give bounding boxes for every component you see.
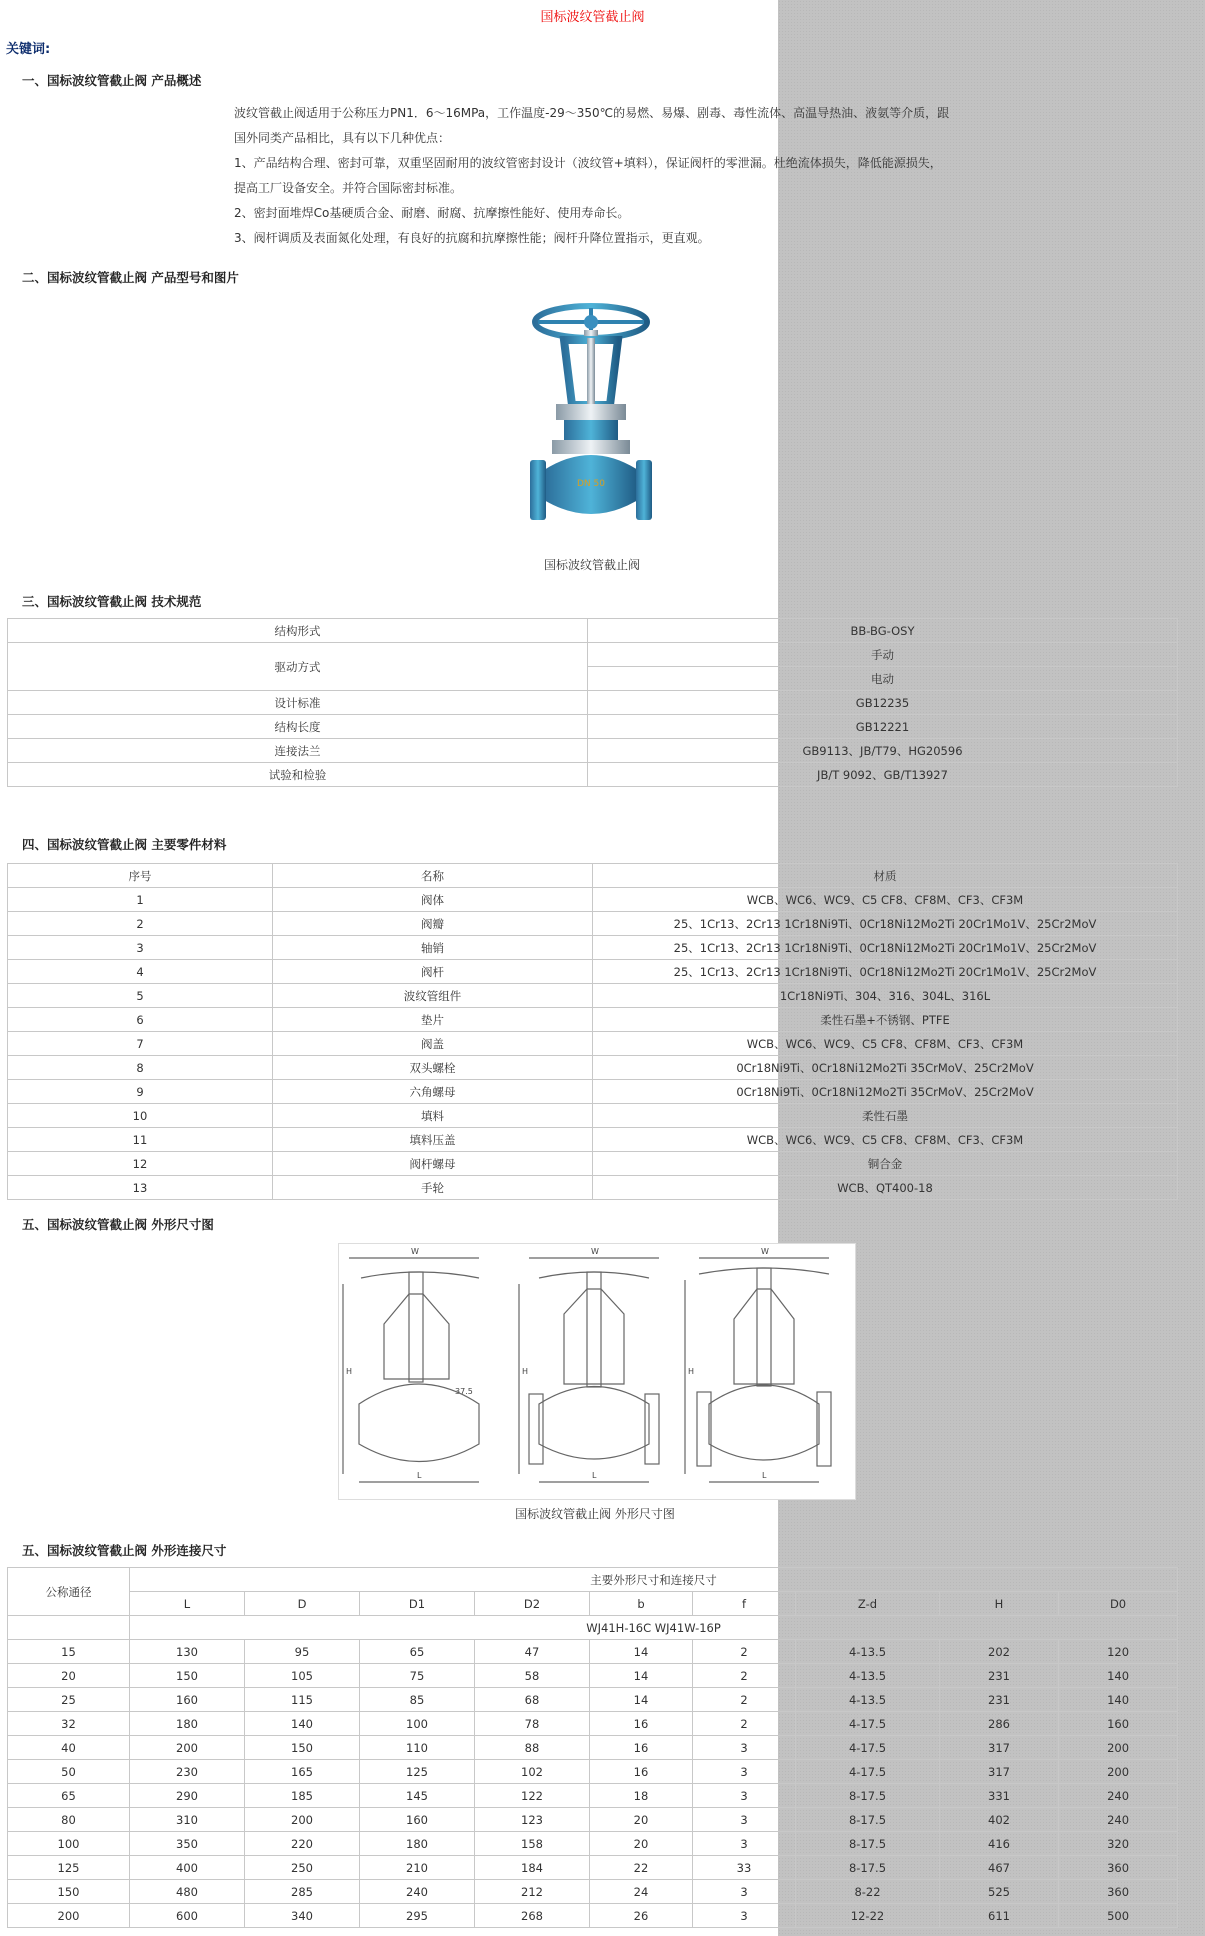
spec-value: 电动: [588, 667, 1178, 691]
material-part-name: 六角螺母: [273, 1080, 593, 1104]
table-row: [8, 1688, 1178, 1712]
table-cell: 125: [360, 1760, 475, 1784]
material-grade: 0Cr18Ni9Ti、0Cr18Ni12Mo2Ti 35CrMoV、25Cr2MoV: [593, 1080, 1178, 1104]
table-cell: 16: [590, 1712, 693, 1736]
material-grade: WCB、WC6、WC9、C5 CF8、CF8M、CF3、CF3M: [593, 1128, 1178, 1152]
table-cell: 75: [360, 1664, 475, 1688]
table-cell: 467: [940, 1856, 1059, 1880]
spec-label: 试验和检验: [8, 763, 588, 787]
overview-line: 1、产品结构合理、密封可靠，双重坚固耐用的波纹管密封设计（波纹管+填料），保证阀杆的零泄漏。杜绝流体损失，降低能源损失，: [234, 156, 942, 170]
table-cell: 160: [1059, 1712, 1178, 1736]
table-cell: 240: [360, 1880, 475, 1904]
material-part-name: 阀体: [273, 888, 593, 912]
section-spec-heading: 三、国标波纹管截止阀 技术规范: [22, 594, 202, 609]
table-cell: 105: [245, 1664, 360, 1688]
material-part-name: 阀盖: [273, 1032, 593, 1056]
table-cell: 2: [693, 1712, 796, 1736]
column-header: D1: [360, 1592, 475, 1616]
table-cell: 85: [360, 1688, 475, 1712]
table-cell: 331: [940, 1784, 1059, 1808]
table-cell: 416: [940, 1832, 1059, 1856]
table-row: [8, 763, 1178, 787]
page-title: 国标波纹管截止阀: [540, 10, 645, 25]
spec-value: BB-BG-OSY: [588, 619, 1178, 643]
table-row: [8, 1760, 1178, 1784]
section-model-heading: 二、国标波纹管截止阀 产品型号和图片: [22, 270, 239, 285]
table-cell: 140: [245, 1712, 360, 1736]
table-row: [8, 1056, 1178, 1080]
material-index: 6: [8, 1008, 273, 1032]
table-cell: 210: [360, 1856, 475, 1880]
column-header: 材质: [593, 864, 1178, 888]
table-row: [8, 1880, 1178, 1904]
table-cell: 500: [1059, 1904, 1178, 1928]
table-header-row: [8, 1568, 1178, 1592]
table-cell: 230: [130, 1760, 245, 1784]
table-row: [8, 1104, 1178, 1128]
table-cell: 180: [130, 1712, 245, 1736]
table-cell: 231: [940, 1688, 1059, 1712]
table-cell: 58: [475, 1664, 590, 1688]
table-cell: 150: [8, 1880, 130, 1904]
spec-value: JB/T 9092、GB/T13927: [588, 763, 1178, 787]
table-cell: 4-17.5: [796, 1760, 940, 1784]
dimension-w-label: W: [761, 1247, 769, 1256]
table-cell: 150: [130, 1664, 245, 1688]
table-cell: 33: [693, 1856, 796, 1880]
table-row: [8, 1176, 1178, 1200]
material-part-name: 垫片: [273, 1008, 593, 1032]
table-cell: 50: [8, 1760, 130, 1784]
spec-label: 结构形式: [8, 619, 588, 643]
column-header: D: [245, 1592, 360, 1616]
table-cell: 20: [8, 1664, 130, 1688]
table-cell: 80: [8, 1808, 130, 1832]
dimension-h-label: H: [346, 1367, 353, 1376]
table-row: [8, 1080, 1178, 1104]
column-header: 序号: [8, 864, 273, 888]
keywords-label: 关键词:: [6, 42, 51, 57]
table-row: [8, 984, 1178, 1008]
table-row: [8, 1008, 1178, 1032]
material-index: 10: [8, 1104, 273, 1128]
table-row: [8, 619, 1178, 643]
table-row: [8, 715, 1178, 739]
overview-line: 波纹管截止阀适用于公称压力PN1．6～16MPa，工作温度-29～350℃的易燃、易爆、剧毒、毒性流体、高温导热油、液氨等介质，跟: [234, 106, 950, 120]
table-cell: 240: [1059, 1784, 1178, 1808]
table-row: [8, 1128, 1178, 1152]
photo-mark: DN 50: [577, 479, 605, 489]
table-cell: 200: [245, 1808, 360, 1832]
table-row: [8, 888, 1178, 912]
table-cell: 25: [8, 1688, 130, 1712]
table-cell: 26: [590, 1904, 693, 1928]
model-label: WJ41H-16C WJ41W-16P: [130, 1616, 1178, 1640]
table-cell: 360: [1059, 1856, 1178, 1880]
table-cell: 2: [693, 1688, 796, 1712]
table-cell: 20: [590, 1808, 693, 1832]
table-cell: 317: [940, 1760, 1059, 1784]
material-grade: 柔性石墨+不锈钢、PTFE: [593, 1008, 1178, 1032]
table-cell: 286: [940, 1712, 1059, 1736]
table-cell: 2: [693, 1640, 796, 1664]
table-cell: 20: [590, 1832, 693, 1856]
table-cell: 150: [245, 1736, 360, 1760]
material-part-name: 阀瓣: [273, 912, 593, 936]
material-grade: WCB、WC6、WC9、C5 CF8、CF8M、CF3、CF3M: [593, 888, 1178, 912]
table-row: [8, 1640, 1178, 1664]
material-part-name: 阀杆螺母: [273, 1152, 593, 1176]
table-row: [8, 1032, 1178, 1056]
dimension-l-label: L: [762, 1471, 767, 1480]
material-part-name: 手轮: [273, 1176, 593, 1200]
table-cell: 200: [1059, 1736, 1178, 1760]
table-cell: 3: [693, 1832, 796, 1856]
overview-paragraph: [234, 101, 954, 251]
table-cell: 158: [475, 1832, 590, 1856]
table-cell: 525: [940, 1880, 1059, 1904]
spec-label: 驱动方式: [8, 643, 588, 691]
table-cell: 3: [693, 1736, 796, 1760]
material-part-name: 阀杆: [273, 960, 593, 984]
table-cell: 100: [360, 1712, 475, 1736]
table-cell: 184: [475, 1856, 590, 1880]
table-cell: 200: [8, 1904, 130, 1928]
table-cell: 130: [130, 1640, 245, 1664]
table-cell: 285: [245, 1880, 360, 1904]
material-index: 8: [8, 1056, 273, 1080]
material-index: 13: [8, 1176, 273, 1200]
table-cell: 200: [1059, 1760, 1178, 1784]
table-cell: 14: [590, 1688, 693, 1712]
table-cell: 600: [130, 1904, 245, 1928]
table-cell: 22: [590, 1856, 693, 1880]
column-header: f: [693, 1592, 796, 1616]
table-row: [8, 1152, 1178, 1176]
table-cell: 3: [693, 1880, 796, 1904]
dimension-h-label: H: [522, 1367, 529, 1376]
table-cell: 122: [475, 1784, 590, 1808]
column-header: 名称: [273, 864, 593, 888]
table-cell: 110: [360, 1736, 475, 1760]
table-cell: 4-13.5: [796, 1688, 940, 1712]
table-cell: 212: [475, 1880, 590, 1904]
overview-line: 国外同类产品相比，具有以下几种优点：: [234, 131, 451, 145]
table-cell: 250: [245, 1856, 360, 1880]
material-grade: 0Cr18Ni9Ti、0Cr18Ni12Mo2Ti 35CrMoV、25Cr2MoV: [593, 1056, 1178, 1080]
table-row: [8, 1664, 1178, 1688]
table-cell: 95: [245, 1640, 360, 1664]
table-cell: 40: [8, 1736, 130, 1760]
table-cell: 180: [360, 1832, 475, 1856]
table-cell: 350: [130, 1832, 245, 1856]
dimension-h-label: H: [688, 1367, 695, 1376]
table-cell: 47: [475, 1640, 590, 1664]
table-cell: 2: [693, 1664, 796, 1688]
table-row: [8, 960, 1178, 984]
table-row: [8, 936, 1178, 960]
table-cell: 340: [245, 1904, 360, 1928]
table-cell: 4-17.5: [796, 1736, 940, 1760]
spec-label: 连接法兰: [8, 739, 588, 763]
table-cell: 12-22: [796, 1904, 940, 1928]
material-part-name: 波纹管组件: [273, 984, 593, 1008]
table-cell: 3: [693, 1904, 796, 1928]
valve-photo: [526, 300, 656, 540]
spec-value: 手动: [588, 643, 1178, 667]
table-cell: 8-17.5: [796, 1784, 940, 1808]
table-cell: 24: [590, 1880, 693, 1904]
table-row: [8, 691, 1178, 715]
material-grade: 25、1Cr13、2Cr13 1Cr18Ni9Ti、0Cr18Ni12Mo2Ti 20Cr1Mo1V、25Cr2MoV: [593, 936, 1178, 960]
section-materials-heading: 四、国标波纹管截止阀 主要零件材料: [22, 837, 227, 852]
table-cell: 125: [8, 1856, 130, 1880]
table-cell: 317: [940, 1736, 1059, 1760]
table-cell: 65: [8, 1784, 130, 1808]
material-grade: WCB、WC6、WC9、C5 CF8、CF8M、CF3、CF3M: [593, 1032, 1178, 1056]
table-cell: 240: [1059, 1808, 1178, 1832]
overview-line: 2、密封面堆焊Co基硬质合金、耐磨、耐腐、抗摩擦性能好、使用寿命长。: [234, 206, 630, 220]
dimension-w-label: W: [591, 1247, 599, 1256]
table-cell: 18: [590, 1784, 693, 1808]
section-dimensions-heading: 五、国标波纹管截止阀 外形连接尺寸: [22, 1543, 227, 1558]
table-cell: 140: [1059, 1664, 1178, 1688]
dimensions-table: [7, 1567, 1178, 1928]
table-cell: 320: [1059, 1832, 1178, 1856]
spec-value: GB12221: [588, 715, 1178, 739]
table-cell: 68: [475, 1688, 590, 1712]
table-cell: 14: [590, 1664, 693, 1688]
dimension-drawings: [338, 1243, 856, 1500]
table-cell: 185: [245, 1784, 360, 1808]
table-header-row: [8, 1592, 1178, 1616]
material-grade: 25、1Cr13、2Cr13 1Cr18Ni9Ti、0Cr18Ni12Mo2Ti 20Cr1Mo1V、25Cr2MoV: [593, 960, 1178, 984]
drawing-caption: 国标波纹管截止阀 外形尺寸图: [515, 1507, 675, 1521]
dimension-l-label: L: [417, 1471, 422, 1480]
column-header-dn: 公称通径: [8, 1568, 130, 1616]
table-cell: 140: [1059, 1688, 1178, 1712]
dimension-l-label: L: [592, 1471, 597, 1480]
table-cell: 480: [130, 1880, 245, 1904]
material-index: 11: [8, 1128, 273, 1152]
table-cell: 16: [590, 1736, 693, 1760]
table-cell: 8-17.5: [796, 1832, 940, 1856]
material-index: 3: [8, 936, 273, 960]
table-cell: 3: [693, 1784, 796, 1808]
table-cell: 123: [475, 1808, 590, 1832]
table-cell: 295: [360, 1904, 475, 1928]
table-row: [8, 643, 1178, 667]
table-row: [8, 1904, 1178, 1928]
table-cell: 65: [360, 1640, 475, 1664]
table-cell: 8-17.5: [796, 1856, 940, 1880]
material-index: 7: [8, 1032, 273, 1056]
table-cell: 145: [360, 1784, 475, 1808]
table-cell: 8-22: [796, 1880, 940, 1904]
column-header: H: [940, 1592, 1059, 1616]
table-row: [8, 1832, 1178, 1856]
material-grade: 1Cr18Ni9Ti、304、316、304L、316L: [593, 984, 1178, 1008]
dimension-angle-label: 37.5: [455, 1387, 473, 1396]
material-index: 2: [8, 912, 273, 936]
table-cell: 611: [940, 1904, 1059, 1928]
material-index: 5: [8, 984, 273, 1008]
column-header: Z-d: [796, 1592, 940, 1616]
table-row: [8, 1736, 1178, 1760]
table-cell: 120: [1059, 1640, 1178, 1664]
material-part-name: 双头螺栓: [273, 1056, 593, 1080]
table-cell: 4-17.5: [796, 1712, 940, 1736]
column-header: L: [130, 1592, 245, 1616]
table-cell: 268: [475, 1904, 590, 1928]
materials-table: [7, 863, 1178, 1200]
material-part-name: 轴销: [273, 936, 593, 960]
table-cell: 290: [130, 1784, 245, 1808]
spec-label: 设计标准: [8, 691, 588, 715]
spec-label: 结构长度: [8, 715, 588, 739]
table-cell: 3: [693, 1760, 796, 1784]
table-cell: 220: [245, 1832, 360, 1856]
material-index: 12: [8, 1152, 273, 1176]
table-cell: 160: [360, 1808, 475, 1832]
column-header: b: [590, 1592, 693, 1616]
table-cell: 88: [475, 1736, 590, 1760]
table-cell: 4-13.5: [796, 1640, 940, 1664]
table-header-row: [8, 864, 1178, 888]
material-index: 9: [8, 1080, 273, 1104]
material-index: 4: [8, 960, 273, 984]
spec-value: GB12235: [588, 691, 1178, 715]
material-part-name: 填料: [273, 1104, 593, 1128]
table-cell: 4-13.5: [796, 1664, 940, 1688]
table-cell: 400: [130, 1856, 245, 1880]
table-row: [8, 1856, 1178, 1880]
table-cell: 360: [1059, 1880, 1178, 1904]
section-drawing-heading: 五、国标波纹管截止阀 外形尺寸图: [22, 1217, 214, 1232]
table-row: [8, 912, 1178, 936]
table-cell: 102: [475, 1760, 590, 1784]
table-row: [8, 1784, 1178, 1808]
material-part-name: 填料压盖: [273, 1128, 593, 1152]
material-grade: WCB、QT400-18: [593, 1176, 1178, 1200]
spec-table: [7, 618, 1178, 787]
table-cell: 200: [130, 1736, 245, 1760]
material-grade: 柔性石墨: [593, 1104, 1178, 1128]
table-cell: 160: [130, 1688, 245, 1712]
table-cell: 3: [693, 1808, 796, 1832]
photo-caption: 国标波纹管截止阀: [543, 558, 640, 572]
dimension-w-label: W: [411, 1247, 419, 1256]
table-cell: 15: [8, 1640, 130, 1664]
table-row: [8, 1712, 1178, 1736]
table-cell: 32: [8, 1712, 130, 1736]
column-group-header: 主要外形尺寸和连接尺寸: [130, 1568, 1178, 1592]
table-cell: 14: [590, 1640, 693, 1664]
table-cell: 231: [940, 1664, 1059, 1688]
table-row: [8, 1616, 1178, 1640]
overview-line: 3、阀杆调质及表面氮化处理，有良好的抗腐和抗摩擦性能；阀杆升降位置指示，更直观。: [234, 231, 710, 245]
table-cell: 402: [940, 1808, 1059, 1832]
table-cell: 165: [245, 1760, 360, 1784]
column-header: D2: [475, 1592, 590, 1616]
section-overview-heading: 一、国标波纹管截止阀 产品概述: [22, 73, 202, 88]
table-cell: 16: [590, 1760, 693, 1784]
spec-value: GB9113、JB/T79、HG20596: [588, 739, 1178, 763]
table-row: [8, 739, 1178, 763]
table-cell: 115: [245, 1688, 360, 1712]
overview-line: 提高工厂设备安全。并符合国际密封标准。: [234, 181, 463, 195]
table-cell: 78: [475, 1712, 590, 1736]
column-header: D0: [1059, 1592, 1178, 1616]
material-grade: 铜合金: [593, 1152, 1178, 1176]
material-index: 1: [8, 888, 273, 912]
material-grade: 25、1Cr13、2Cr13 1Cr18Ni9Ti、0Cr18Ni12Mo2Ti 20Cr1Mo1V、25Cr2MoV: [593, 912, 1178, 936]
table-row: [8, 1808, 1178, 1832]
table-cell: 202: [940, 1640, 1059, 1664]
table-cell: 100: [8, 1832, 130, 1856]
table-cell: 310: [130, 1808, 245, 1832]
table-cell: 8-17.5: [796, 1808, 940, 1832]
